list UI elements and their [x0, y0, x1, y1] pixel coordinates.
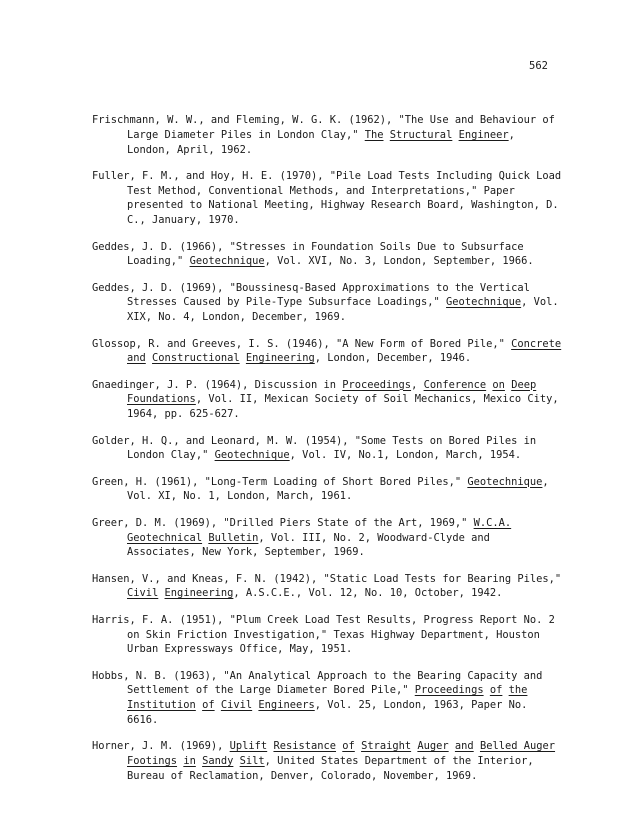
- reference-text: Horner, J. M. (1969),: [92, 740, 230, 753]
- reference-text: ,: [411, 378, 424, 391]
- reference-underlined-text: Deep Foundations: [127, 378, 537, 406]
- reference-text: Geddes, J. D. (1969), "Boussinesq-Based Approximations to the Vertical Stresses Caused by Pile-Type Subsurface Loadings,": [92, 281, 530, 309]
- reference-underlined-text: Proceedings: [414, 684, 484, 697]
- reference-underlined-text: Civil: [127, 587, 159, 600]
- reference-underlined-text: Auger: [417, 740, 449, 753]
- reference-entry: [92, 169, 562, 228]
- reference-entry: [92, 240, 562, 270]
- reference-text: , United States Department of the Interior, Bureau of Reclamation, Denver, Colorado, November, 1969.: [127, 755, 534, 782]
- reference-text: Green, H. (1961), "Long-Term Loading of Short Bored Piles,": [92, 475, 468, 488]
- reference-entry: [92, 613, 562, 657]
- reference-text: , Vol. IV, No.1, London, March, 1954.: [289, 449, 522, 462]
- reference-entry: [92, 572, 562, 602]
- reference-text: Hobbs, N. B. (1963), "An Analytical Approach to the Bearing Capacity and Settlement of the Large Diameter Bored Pile,": [92, 669, 543, 697]
- reference-entry: [92, 739, 562, 783]
- reference-underlined-text: Engineers: [258, 699, 315, 712]
- reference-text: , Vol. III, No. 2, Woodward-Clyde and Associates, New York, September, 1969.: [127, 531, 490, 559]
- reference-text: Fuller, F. M., and Hoy, H. E. (1970), "Pile Load Tests Including Quick Load Test Method, Conventional Methods, and Interpretations," Paper presented to National Meeting, Highway Research Board, Washington, D. C., January, 1970.: [92, 169, 562, 227]
- reference-underlined-text: Resistance: [273, 740, 337, 753]
- reference-underlined-text: W.C.A. Geotechnical: [127, 516, 512, 544]
- reference-text: Gnaedinger, J. P. (1964), Discussion in: [92, 378, 343, 391]
- reference-entry: [92, 475, 562, 505]
- reference-text: Harris, F. A. (1951), "Plum Creek Load Test Results, Progress Report No. 2 on Skin Friction Investigation," Texas Highway Department, Houston Urban Expressways Office, May, 1951.: [92, 613, 555, 656]
- reference-text: , London, December, 1946.: [314, 352, 472, 365]
- reference-underlined-text: Belled Auger: [479, 740, 556, 753]
- reference-underlined-text: The: [364, 128, 384, 141]
- reference-underlined-text: Straight: [361, 740, 412, 753]
- reference-underlined-text: Constructional: [152, 352, 240, 365]
- reference-underlined-text: Geotechnique: [446, 296, 522, 309]
- reference-underlined-text: and: [127, 352, 146, 365]
- reference-text: , Vol. XVI, No. 3, London, September, 1966.: [264, 255, 534, 268]
- reference-underlined-text: the Institution: [127, 684, 528, 712]
- reference-entry: [92, 337, 562, 367]
- reference-list: [92, 113, 562, 795]
- reference-underlined-text: Uplift: [229, 740, 268, 753]
- reference-underlined-text: Silt: [239, 755, 265, 768]
- reference-underlined-text: Concrete: [511, 337, 562, 350]
- reference-underlined-text: and: [454, 740, 474, 753]
- reference-entry: [92, 281, 562, 325]
- reference-text: , A.S.C.E., Vol. 12, No. 10, October, 1942.: [233, 587, 503, 600]
- reference-entry: [92, 378, 562, 422]
- reference-underlined-text: on: [492, 378, 505, 391]
- reference-underlined-text: of: [342, 740, 355, 753]
- reference-text: Golder, H. Q., and Leonard, M. W. (1954), "Some Tests on Bored Piles in London Clay,": [92, 434, 537, 462]
- reference-underlined-text: Engineer: [458, 128, 509, 141]
- reference-text: , Vol. XI, No. 1, London, March, 1961.: [127, 475, 549, 503]
- reference-underlined-text: of: [202, 699, 215, 712]
- reference-underlined-text: Engineering: [245, 352, 315, 365]
- reference-underlined-text: Structural: [389, 128, 453, 141]
- reference-underlined-text: Geotechnique: [189, 255, 265, 268]
- reference-text: Hansen, V., and Kneas, F. N. (1942), "Static Load Tests for Bearing Piles,": [92, 572, 562, 585]
- reference-text: Greer, D. M. (1969), "Drilled Piers State of the Art, 1969,": [92, 516, 474, 529]
- reference-underlined-text: Sandy: [202, 755, 234, 768]
- reference-underlined-text: Geotechnique: [214, 449, 290, 462]
- reference-underlined-text: Geotechnique: [467, 475, 543, 488]
- reference-entry: [92, 434, 562, 464]
- reference-text: , London, April, 1962.: [127, 128, 515, 156]
- reference-text: Glossop, R. and Greeves, I. S. (1946), "A New Form of Bored Pile,": [92, 337, 512, 350]
- reference-text: Frischmann, W. W., and Fleming, W. G. K. (1962), "The Use and Behaviour of Large Diameter Piles in London Clay,": [92, 114, 555, 141]
- reference-underlined-text: Engineering: [164, 587, 234, 600]
- reference-underlined-text: Conference: [423, 378, 487, 391]
- reference-underlined-text: Civil: [220, 699, 253, 712]
- page-number: 562: [529, 60, 548, 72]
- reference-entry: [92, 669, 562, 728]
- reference-underlined-text: in: [183, 755, 196, 768]
- reference-underlined-text: of: [489, 684, 503, 697]
- reference-text: , Vol. XIX, No. 4, London, December, 1969.: [127, 296, 559, 324]
- reference-entry: [92, 516, 562, 560]
- reference-entry: [92, 113, 562, 157]
- reference-text: , Vol. 25, London, 1963, Paper No. 6616.: [127, 699, 528, 726]
- reference-underlined-text: Proceedings: [342, 378, 412, 391]
- reference-text: Geddes, J. D. (1966), "Stresses in Foundation Soils Due to Subsurface Loading,": [92, 240, 524, 268]
- reference-underlined-text: Bulletin: [208, 531, 259, 544]
- reference-underlined-text: Footings: [127, 755, 178, 768]
- reference-text: , Vol. II, Mexican Society of Soil Mechanics, Mexico City, 1964, pp. 625-627.: [127, 393, 559, 421]
